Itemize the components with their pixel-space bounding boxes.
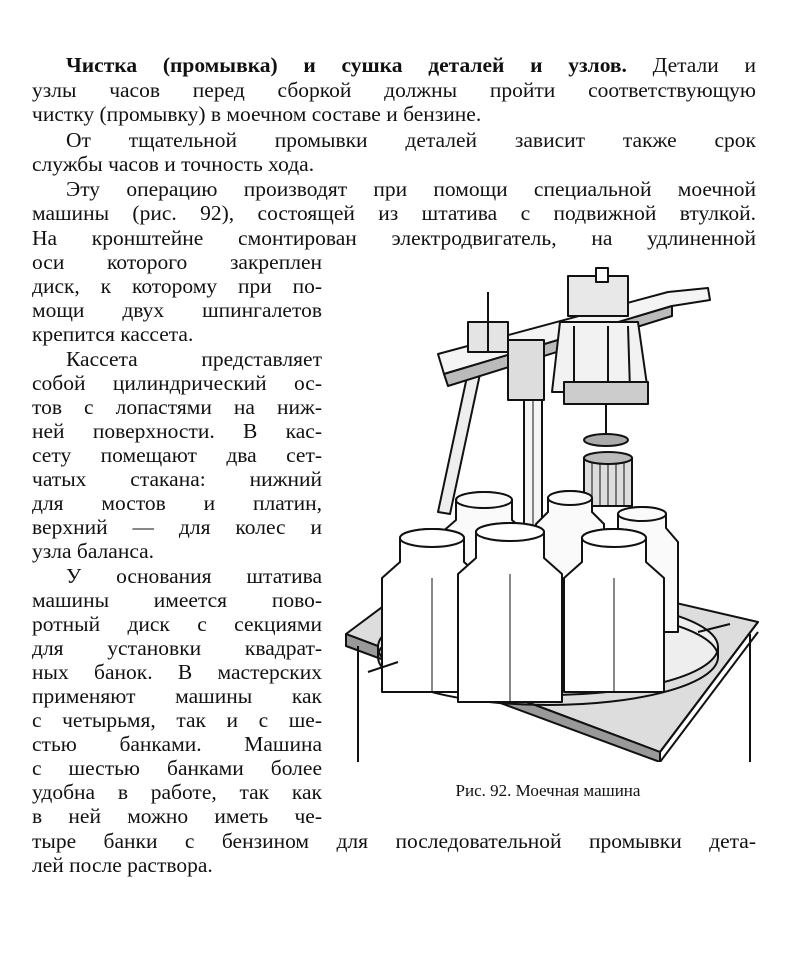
paragraph-line: собой цилиндрический ос-: [32, 371, 322, 395]
paragraph-line: тыре банки с бензином для последовательной промывки дета-: [32, 829, 756, 853]
paragraph-line: От тщательной промывки деталей зависит также срок: [66, 128, 756, 152]
paragraph-line: для установки квадрат-: [32, 636, 322, 660]
paragraph-line: с шестью банками более: [32, 756, 322, 780]
paragraph-line: Кассета представляет: [66, 347, 322, 371]
paragraph-line: для мостов и платин,: [32, 491, 322, 515]
paragraph-line: ных банок. В мастерских: [32, 660, 322, 684]
washing-machine-illustration: [338, 262, 770, 762]
paragraph-line: верхний — для колес и: [32, 515, 322, 539]
paragraph-line: крепится кассета.: [32, 322, 194, 346]
paragraph-line: лей после раствора.: [32, 853, 213, 877]
paragraph-line: стью банками. Машина: [32, 732, 322, 756]
paragraph-line: машины (рис. 92), состоящей из штатива с подвижной втулкой.: [32, 201, 756, 225]
paragraph-line: удобна в работе, так как: [32, 780, 322, 804]
paragraph-line: На кронштейне смонтирован электродвигатель, на удлиненной: [32, 226, 756, 250]
figure-caption: Рис. 92. Моечная машина: [455, 781, 641, 800]
paragraph-line: чатых стакана: нижний: [32, 467, 322, 491]
paragraph-line: с четырьмя, так и с ше-: [32, 708, 322, 732]
paragraph-line: Эту операцию производят при помощи специальной моечной: [66, 177, 756, 201]
paragraph-line: оси которого закреплен: [32, 250, 322, 274]
paragraph-line: сету помещают два сет-: [32, 443, 322, 467]
paragraph-line: диск, к которому при по-: [32, 274, 322, 298]
paragraph-line: ней поверхности. В кас-: [32, 419, 322, 443]
paragraph-line: ротный диск с секциями: [32, 612, 322, 636]
paragraph-line: У основания штатива: [66, 564, 322, 588]
paragraph-line: машины имеется пово-: [32, 588, 322, 612]
paragraph-line: Чистка (промывка) и сушка деталей и узлов. Детали и: [66, 53, 756, 77]
paragraph-line: чистку (промывку) в моечном составе и бензине.: [32, 102, 482, 126]
paragraph-line: применяют машины как: [32, 684, 322, 708]
paragraph-line: узла баланса.: [32, 539, 155, 563]
paragraph-line: тов с лопастями на ниж-: [32, 395, 322, 419]
paragraph-line: службы часов и точность хода.: [32, 152, 315, 176]
section-heading: Чистка (промывка) и сушка деталей и узлов.: [66, 53, 627, 77]
paragraph-line: в ней можно иметь че-: [32, 804, 322, 828]
paragraph-line: мощи двух шпингалетов: [32, 298, 322, 322]
paragraph-line: узлы часов перед сборкой должны пройти соответствующую: [32, 78, 756, 102]
